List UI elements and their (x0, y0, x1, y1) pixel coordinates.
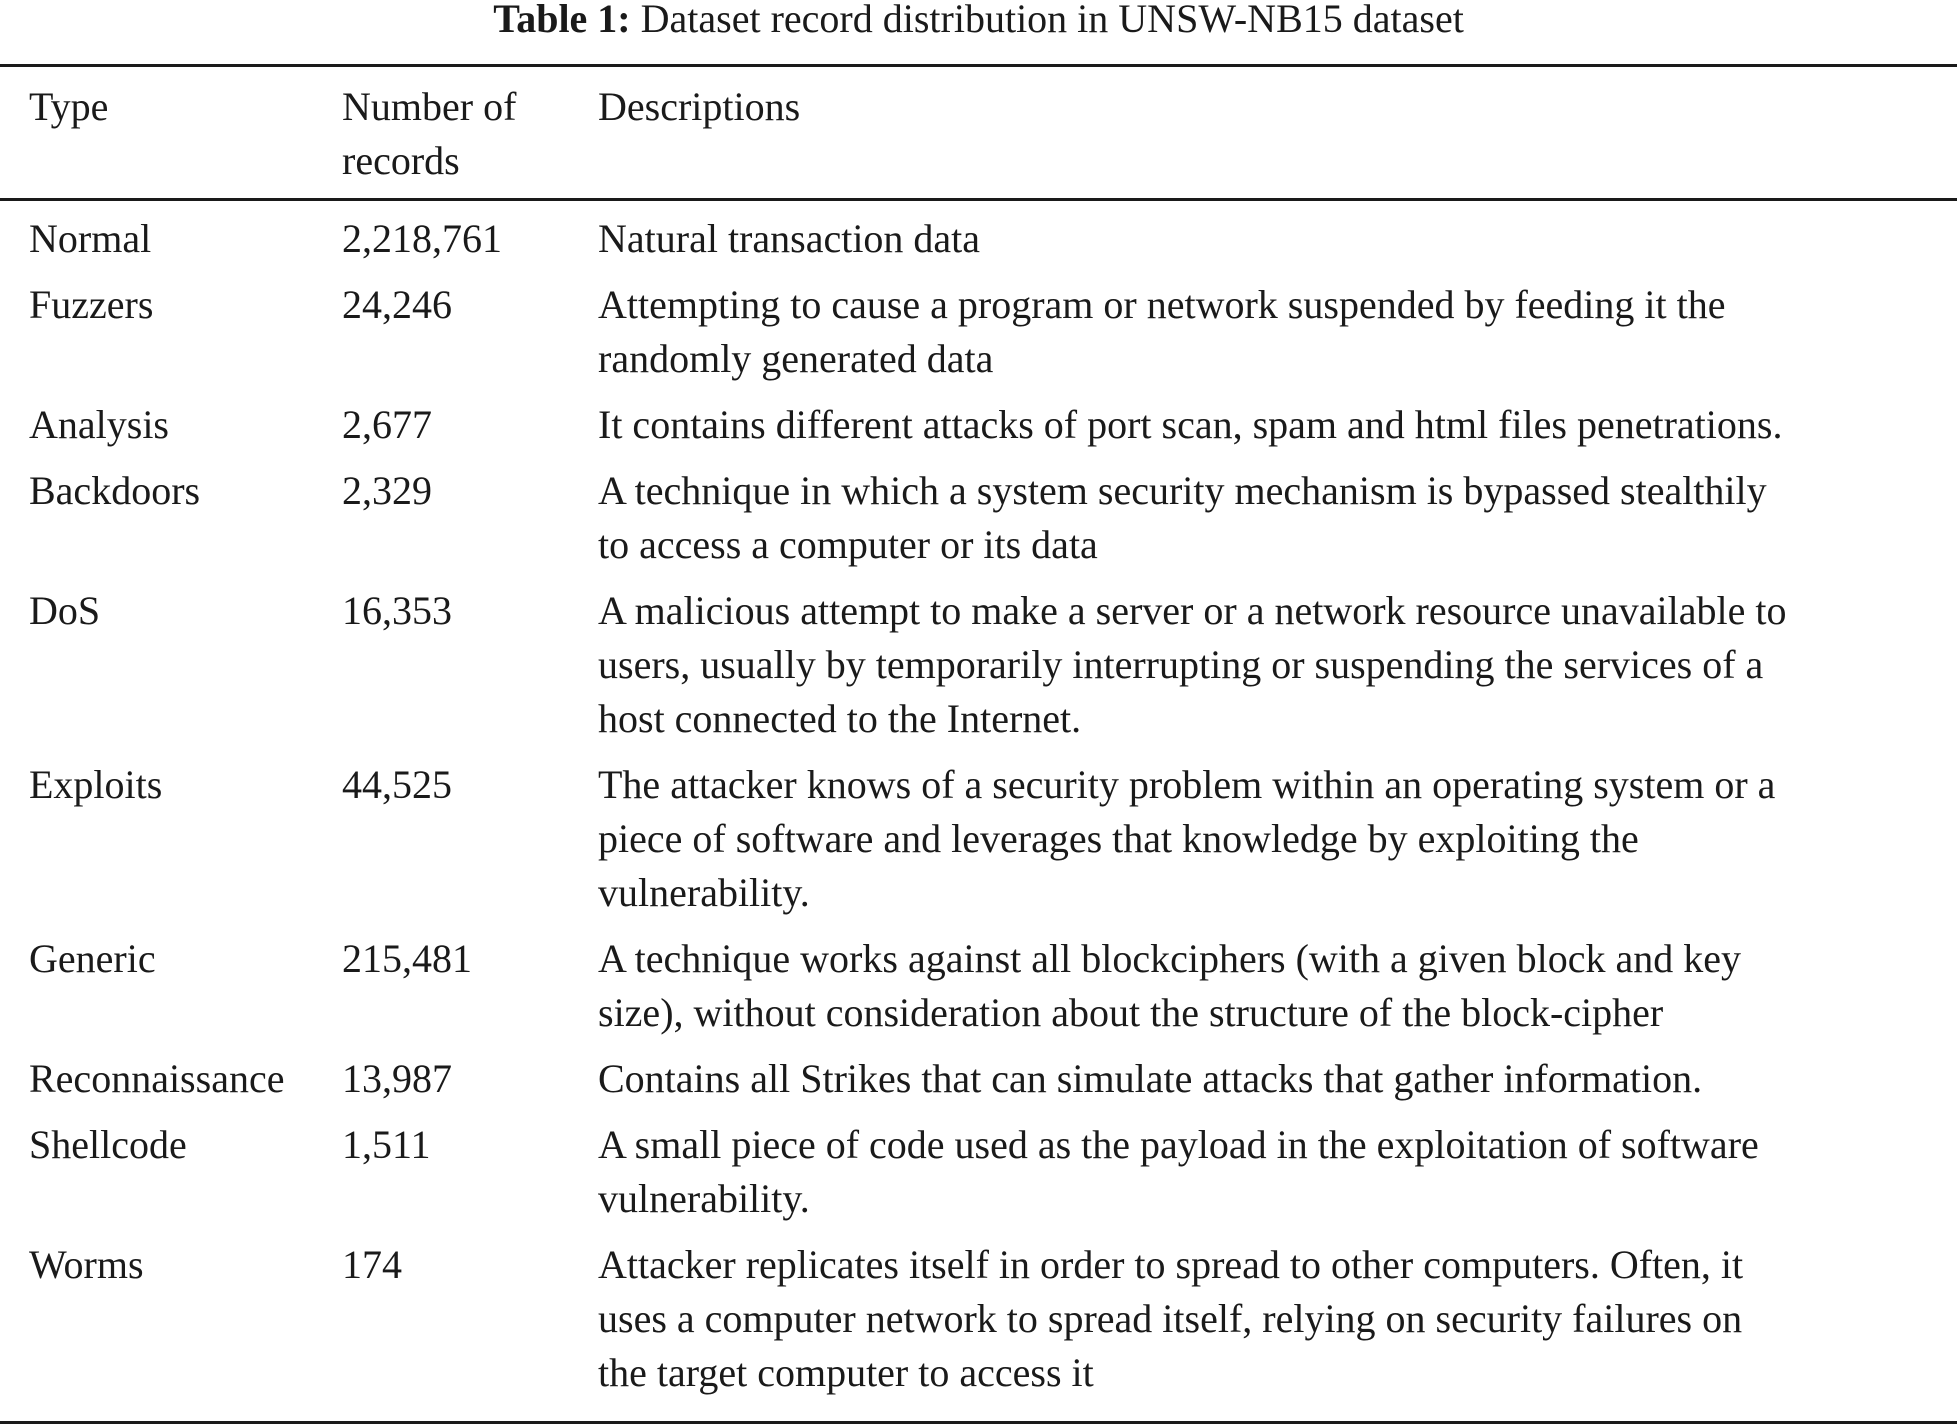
description-line: randomly generated data (598, 336, 994, 381)
header-type: Type (29, 84, 109, 129)
description-line: the target computer to access it (598, 1350, 1094, 1395)
table-row (0, 212, 1957, 266)
cell-description (598, 398, 1782, 452)
top-rule (0, 64, 1957, 67)
cell-type: Fuzzers (29, 282, 154, 327)
cell-records: 2,329 (342, 468, 432, 513)
description-line: vulnerability. (598, 1176, 810, 1221)
cell-type: Normal (29, 216, 152, 261)
table-caption (0, 0, 1957, 42)
description-line: Natural transaction data (598, 216, 981, 261)
cell-records: 13,987 (342, 1056, 452, 1101)
description-line: to access a computer or its data (598, 522, 1098, 567)
table-row (0, 932, 1957, 1040)
cell-records: 2,218,761 (342, 216, 502, 261)
header-descriptions: Descriptions (598, 84, 801, 129)
description-line: size), without consideration about the structure of the block-cipher (598, 990, 1664, 1035)
description-line: A malicious attempt to make a server or a network resource unavailable to (598, 588, 1787, 633)
description-line: users, usually by temporarily interrupting or suspending the services of a (598, 642, 1764, 687)
cell-description (598, 584, 1786, 746)
cell-description (598, 278, 1725, 386)
description-line: piece of software and leverages that knowledge by exploiting the (598, 816, 1639, 861)
cell-type: Analysis (29, 402, 169, 447)
table-row (0, 278, 1957, 386)
table-body (0, 212, 1957, 1412)
description-line: Attempting to cause a program or network suspended by feeding it the (598, 282, 1726, 327)
cell-description (598, 1238, 1743, 1400)
cell-type: DoS (29, 588, 101, 633)
table-caption-label: Table 1: (493, 0, 631, 41)
cell-records: 16,353 (342, 588, 452, 633)
table-row (0, 1052, 1957, 1106)
cell-description (598, 1118, 1759, 1226)
description-line: uses a computer network to spread itself, relying on security failures on (598, 1296, 1743, 1341)
description-line: A technique works against all blockciphers (with a given block and key (598, 936, 1742, 981)
cell-description (598, 464, 1767, 572)
table-caption-text: Dataset record distribution in UNSW-NB15 dataset (640, 0, 1464, 41)
table-row (0, 398, 1957, 452)
cell-records: 44,525 (342, 762, 452, 807)
header-rule (0, 198, 1957, 201)
cell-type: Shellcode (29, 1122, 187, 1167)
cell-type: Backdoors (29, 468, 201, 513)
description-line: It contains different attacks of port scan, spam and html files penetrations. (598, 402, 1783, 447)
cell-description (598, 758, 1775, 920)
header-records-line1: Number of (342, 84, 517, 129)
header-records (342, 80, 516, 188)
cell-records: 215,481 (342, 936, 472, 981)
cell-records: 174 (342, 1242, 402, 1287)
table-row (0, 1238, 1957, 1400)
description-line: host connected to the Internet. (598, 696, 1082, 741)
description-line: Attacker replicates itself in order to spread to other computers. Often, it (598, 1242, 1744, 1287)
cell-records: 24,246 (342, 282, 452, 327)
cell-description (598, 932, 1741, 1040)
table-row (0, 464, 1957, 572)
cell-description (598, 1052, 1702, 1106)
description-line: Contains all Strikes that can simulate attacks that gather information. (598, 1056, 1703, 1101)
description-line: A technique in which a system security mechanism is bypassed stealthily (598, 468, 1767, 513)
cell-records: 1,511 (342, 1122, 431, 1167)
description-line: A small piece of code used as the payload in the exploitation of software (598, 1122, 1759, 1167)
cell-type: Generic (29, 936, 156, 981)
header-records-line2: records (342, 138, 460, 183)
table-row (0, 758, 1957, 920)
bottom-rule (0, 1421, 1957, 1424)
table-row (0, 1118, 1957, 1226)
cell-type: Exploits (29, 762, 163, 807)
description-line: vulnerability. (598, 870, 810, 915)
cell-type: Reconnaissance (29, 1056, 285, 1101)
cell-type: Worms (29, 1242, 144, 1287)
cell-records: 2,677 (342, 402, 432, 447)
table-row (0, 584, 1957, 746)
description-line: The attacker knows of a security problem within an operating system or a (598, 762, 1776, 807)
cell-description (598, 212, 980, 266)
